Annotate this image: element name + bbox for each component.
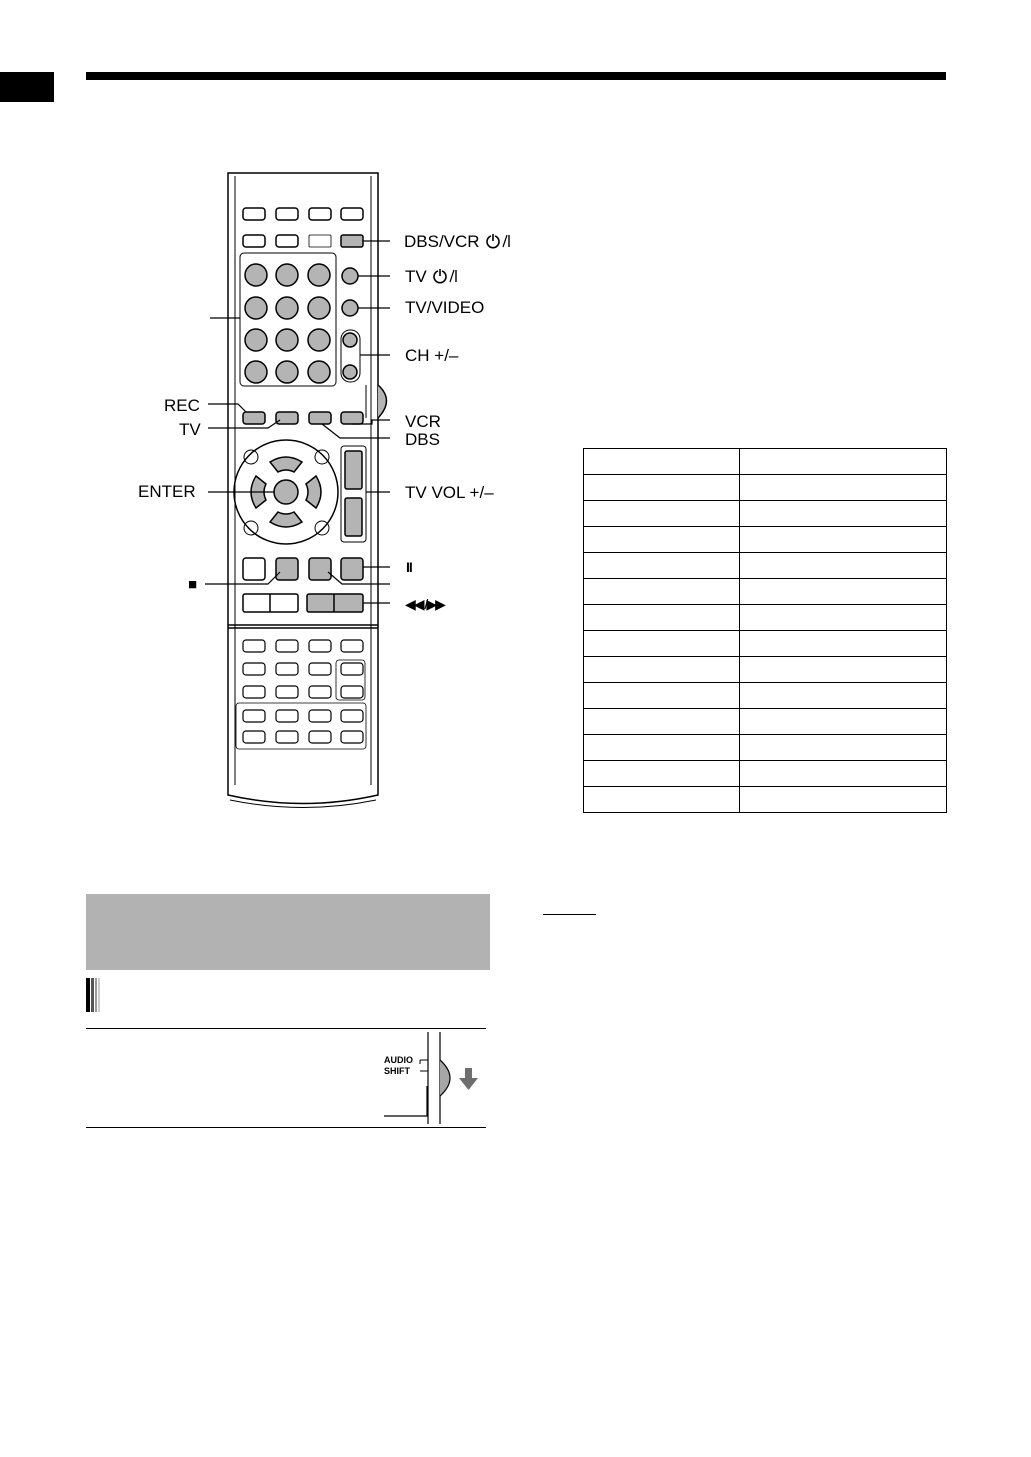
dbs-vcr-power-label: DBS/VCR: [404, 232, 510, 252]
table-row: [584, 683, 947, 709]
dbs-label: DBS: [405, 430, 440, 449]
audio-switch-label: AUDIO: [384, 1055, 413, 1065]
section-heading-bar: [86, 894, 490, 970]
tv-label: TV: [179, 420, 201, 439]
enter-label: ENTER: [138, 482, 196, 501]
table-row: [584, 787, 947, 813]
table-row: [584, 735, 947, 761]
power-icon: [431, 268, 457, 284]
pause-label: II: [406, 559, 412, 575]
command-table: [583, 448, 947, 813]
table-row: [584, 501, 947, 527]
table-row: [584, 761, 947, 787]
table-row: [584, 605, 947, 631]
stop-label: ■: [188, 576, 198, 593]
tv-video-label: TV/VIDEO: [405, 298, 485, 317]
table-row: [584, 475, 947, 501]
table-row: [584, 449, 947, 475]
tv-power-label: TV: [405, 267, 457, 287]
audio-shift-switch-illustration: [380, 1032, 480, 1124]
rec-label: REC: [164, 396, 200, 415]
rew-ff-label: ◀◀ /▶▶: [405, 596, 444, 612]
ch-label: CH +/–: [405, 346, 459, 365]
divider: [86, 1127, 486, 1128]
tv-vol-label: TV VOL +/–: [405, 483, 494, 502]
note-underline: [543, 914, 596, 915]
divider: [86, 1028, 486, 1029]
table-row: [584, 657, 947, 683]
page-tab: [0, 72, 54, 102]
power-icon: [484, 233, 510, 249]
vcr-label: VCR: [405, 412, 441, 431]
arrow-down-icon: [459, 1068, 478, 1090]
table-row: [584, 631, 947, 657]
shift-switch-label: SHIFT: [384, 1066, 410, 1076]
table-row: [584, 527, 947, 553]
table-row: [584, 709, 947, 735]
subheading-marker: [86, 978, 100, 1012]
table-row: [584, 553, 947, 579]
table-row: [584, 579, 947, 605]
top-rule: [86, 72, 946, 80]
